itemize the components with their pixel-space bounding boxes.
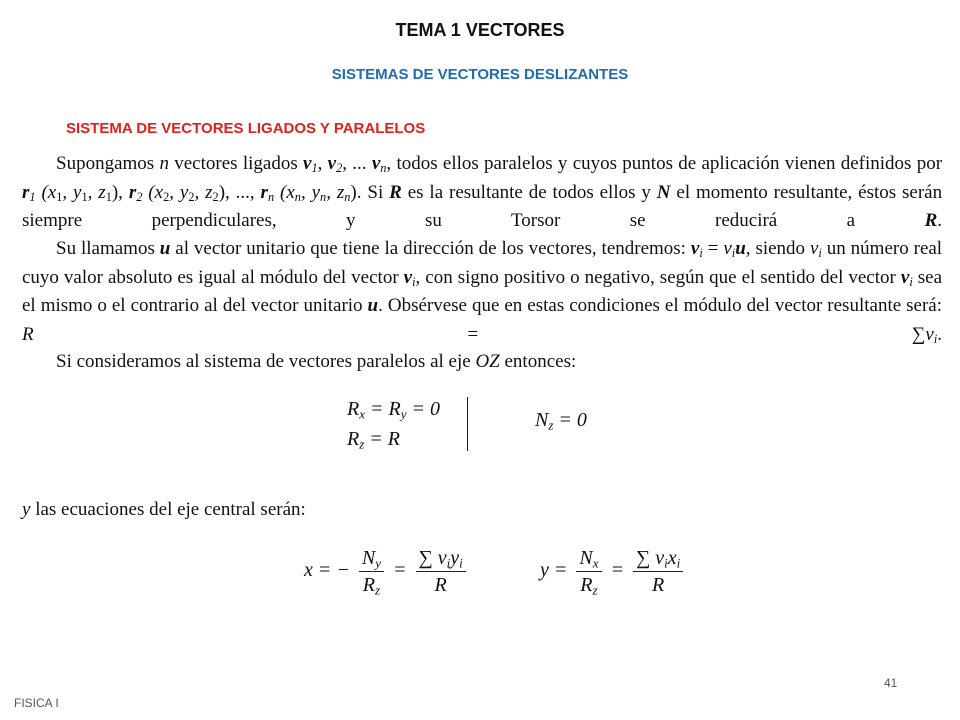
paragraph-3: Si consideramos al sistema de vectores paralelos al eje OZ entonces: [56, 351, 577, 372]
central-axis-y-equation: y = $\frac{N_x}{R_z}$ = $\frac{\sum v_ix_i}{R}$ [540, 545, 687, 598]
slide-title: TEMA 1 VECTORES [395, 20, 565, 40]
component-equations [347, 394, 440, 454]
equation-rz: $R_z = R$ [347, 428, 400, 452]
slide-subtitle: SISTEMAS DE VECTORES DESLIZANTES [331, 66, 629, 83]
fraction-sum-vixi-r: $\frac{\sum v_ix_i}{R}$ [633, 545, 683, 598]
paragraph-2: Su llamamos u al vector unitario que tiene la dirección de los vectores, tendremos: $v_i = v_iu$, siendo $v_i$ un número real cuyo valor absoluto es igual al módulo del vector $v_i$, con signo positivo o negativo, según que el sentido del vector $v_i$ sea el mismo o el contrario al del vector unitario u. Obsérvese que en estas condiciones el módulo del vector resultante será: $R = \sum v_i$. [22, 238, 943, 346]
paragraph-1: Supongamos n vectores ligados $v_1$, $v_2$, ... $v_n$, todos ellos paralelos y cuyos puntos de aplicación vienen definidos por $r_1$ ($x_1$, $y_1$, $z_1$), $r_2$ ($x_2$, $y_2$, $z_2$), ..., $r_n$ ($x_n$, $y_n$, $z_n$). Si R es la resultante de todos ellos y N el momento resultante, éstos serán siempre perpendiculares, y su Torsor se reducirá a R. [22, 153, 943, 231]
fraction-nx-rz: $\frac{N_x}{R_z}$ [576, 545, 601, 598]
equation-rx-ry: $R_x = R_y = 0$ [347, 398, 440, 422]
section-heading: SISTEMA DE VECTORES LIGADOS Y PARALELOS [66, 120, 426, 137]
fraction-sum-viyi-r: $\frac{\sum v_iy_i}{R}$ [416, 545, 466, 598]
paragraph-4: y las ecuaciones del eje central serán: [22, 499, 306, 520]
equation-divider [467, 397, 468, 451]
footer-course: FISICA I [14, 696, 59, 710]
equation-nz: $N_z = 0$ [535, 409, 587, 433]
central-axis-x-equation: x = − $\frac{N_y}{R_z}$ = $\frac{\sum v_iy_i}{R}$ [304, 545, 470, 598]
page-number: 41 [884, 676, 898, 690]
fraction-ny-rz: $\frac{N_y}{R_z}$ [359, 545, 384, 598]
